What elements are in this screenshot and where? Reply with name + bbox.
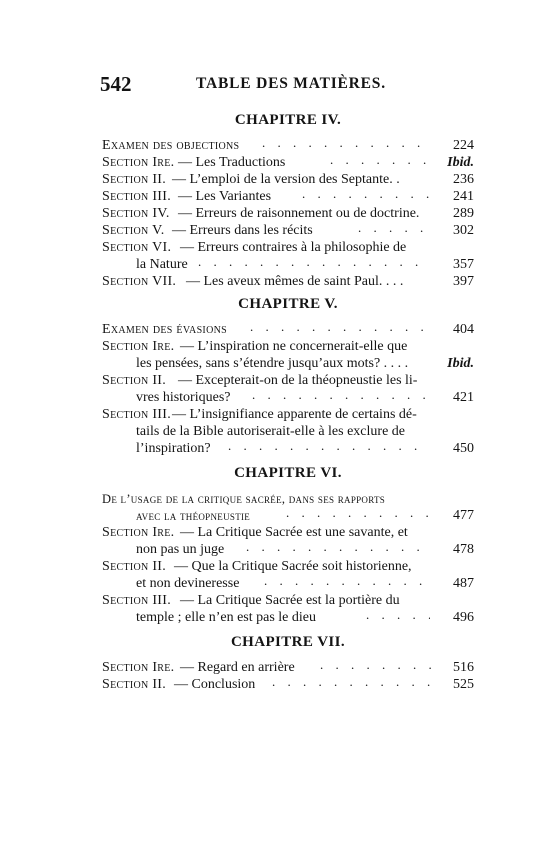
toc-entry [102,321,474,339]
entry-text: — L’emploi de la version des Septante. . [172,172,400,187]
entry-text: — Excepterait-on de la théopneustie les li- [178,373,418,388]
entry-page: 477 [453,508,474,523]
toc-entry-continuation [136,609,474,627]
dot-leader [228,437,430,455]
toc-entry-continuation [136,389,474,407]
dot-leader [198,253,430,271]
entry-label: avec la théopneustie [136,509,251,523]
toc-entry-continuation [136,541,474,559]
dot-leader [262,134,432,152]
entry-page: 478 [453,542,474,557]
entry-page: Ibid. [447,155,474,170]
dot-leader [264,572,430,590]
entry-text: — L’inspiration ne concernerait-elle que [180,339,408,354]
entry-label: Section III. [102,407,172,422]
entry-label: Section VI. [102,240,172,255]
entry-page: 516 [453,660,474,675]
dot-leader [252,386,430,404]
toc-entry [102,222,474,240]
entry-page: 357 [453,257,474,272]
entry-text: — Erreurs contraires à la philosophie de [180,240,407,255]
entry-page: 397 [453,274,474,289]
entry-page: Ibid. [447,356,474,371]
toc-entry [102,676,474,694]
dot-leader [286,504,430,522]
entry-label: Section Ire. [102,525,175,540]
entry-page: 525 [453,677,474,692]
toc-entry-continuation [136,575,474,593]
entry-text: non pas un juge [136,542,225,557]
entry-page: 450 [453,441,474,456]
entry-label: Section Ire. [102,155,175,170]
entry-page: 487 [453,576,474,591]
entry-label: Examen des évasions [102,322,227,337]
entry-label: Section II. [102,559,167,574]
entry-text: — Les aveux mêmes de saint Paul. . . . [186,274,404,289]
toc-entry [102,406,474,424]
entry-label: Section II. [102,172,167,187]
entry-label: Examen des objections [102,138,240,153]
entry-text: — Regard en arrière [180,660,295,675]
entry-page: 421 [453,390,474,405]
entry-text: — La Critique Sacrée est une savante, et [180,525,408,540]
entry-text: tails de la Bible autoriserait-elle à les exclure de [136,424,405,439]
entry-label: Section III. [102,189,172,204]
entry-label: Section V. [102,223,165,238]
entry-text: temple ; elle n’en est pas le dieu [136,610,316,625]
entry-page: 241 [453,189,474,204]
entry-text: — Conclusion [174,677,256,692]
entry-label: Section Ire. [102,660,175,675]
toc-entry [102,188,474,206]
entry-text: — La Critique Sacrée est la portière du [180,593,400,608]
dot-leader [330,151,428,169]
entry-label: Section Ire. [102,339,175,354]
entry-text: vres historiques? [136,390,231,405]
entry-text: — Que la Critique Sacrée soit historienne, [174,559,412,574]
chapter-7-title: CHAPITRE VII. [230,634,346,650]
toc-entry-continuation [136,440,474,458]
entry-text: — Erreurs dans les récits [172,223,313,238]
entry-text: — Erreurs de raisonnement ou de doctrine. [178,206,420,221]
entry-text: l’inspiration? [136,441,211,456]
toc-entry-continuation [136,256,474,274]
entry-text: les pensées, sans s’étendre jusqu’aux mots? . . . . [136,356,409,371]
entry-text: la Nature [136,257,188,272]
entry-text: et non devineresse [136,576,240,591]
entry-text: — Les Traductions [178,155,286,170]
entry-label: Section IV. [102,206,170,221]
entry-label: Section III. [102,593,172,608]
dot-leader [358,219,432,237]
dot-leader [320,656,432,674]
toc-entry [102,338,474,356]
entry-page: 404 [453,322,474,337]
dot-leader [302,185,430,203]
entry-page: 302 [453,223,474,238]
toc-entry-continuation [136,507,474,525]
dot-leader [246,538,430,556]
entry-page: 236 [453,172,474,187]
dot-leader [272,673,432,691]
running-title: TABLE DES MATIÈRES. [196,75,386,92]
dot-leader [366,606,430,624]
chapter-6-title: CHAPITRE VI. [234,465,342,481]
entry-label: Section II. [102,373,167,388]
entry-label: Section VII. [102,274,177,289]
running-header [100,72,475,94]
entry-text: — Les Variantes [178,189,272,204]
chapter-4-title: CHAPITRE IV. [234,112,342,128]
chapter-5-title: CHAPITRE V. [238,296,338,312]
page-number: 542 [100,72,132,96]
dot-leader [250,318,432,336]
entry-label: De l’usage de la critique sacrée, dans ses rapports [102,492,386,506]
entry-page: 496 [453,610,474,625]
toc-entry-continuation [136,355,474,373]
toc-entry [102,273,474,291]
entry-text: — L’insignifiance apparente de certains dé- [172,407,417,422]
entry-page: 289 [453,206,474,221]
entry-page: 224 [453,138,474,153]
entry-label: Section II. [102,677,167,692]
toc-entry [102,154,474,172]
